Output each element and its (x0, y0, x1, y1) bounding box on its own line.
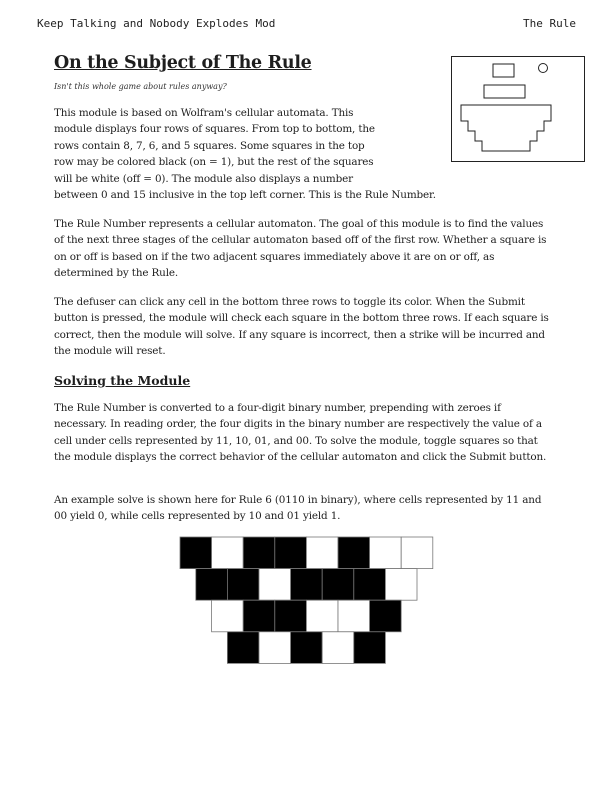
solving-paragraph: The Rule Number is converted to a four-digit binary number, prepending with zeroes if necessary. In reading order, the four digits in the binary number are respectively the value of a cell under cells represented by 11, 10, 01, and 00. To solve the module, toggle squares so that the module displays the correct behavior of the cellular automaton and click the Submit button. (54, 402, 547, 464)
example-paragraph: An example solve is shown here for Rule 6 (0110 in binary), where cells represented by 11 and 00 yield 0, while cells represented by 10 and 01 yield 1. (54, 494, 542, 523)
grid-cell-off (212, 537, 244, 569)
submit-button-shape (484, 85, 525, 98)
grid-cell-on (291, 632, 323, 664)
grid-cell-on (227, 632, 259, 664)
status-light-icon (539, 64, 548, 73)
grid-cell-off (306, 537, 338, 569)
rule-explanation-paragraph: The Rule Number represents a cellular automaton. The goal of this module is to find the values of the next three stages of the cellular automaton based off of the first row. Whether a square is on or off is based on if the two adjacent squares immediately above it are on or off, as determined by the Rule. (54, 218, 547, 280)
rule-number-display (493, 64, 514, 77)
running-header-left: Keep Talking and Nobody Explodes Mod (37, 17, 276, 30)
grid-cell-off (385, 569, 417, 601)
grid-cell-on (243, 537, 275, 569)
grid-cell-off (259, 632, 291, 664)
grid-cell-on (338, 537, 370, 569)
intro-line: module displays four rows of squares. From top to bottom, the (54, 123, 375, 136)
grid-cell-on (275, 600, 307, 632)
page-title: On the Subject of The Rule (54, 53, 312, 73)
running-header-right: The Rule (523, 17, 576, 30)
intro-paragraph (54, 105, 554, 203)
intro-line: between 0 and 15 inclusive in the top left corner. This is the Rule Number. (54, 189, 436, 202)
grid-cell-off (322, 632, 354, 664)
grid-cell-on (291, 569, 323, 601)
interaction-paragraph: The defuser can click any cell in the bottom three rows to toggle its color. When the Submit button is pressed, the module will check each square in the bottom three rows. If each square is correct, then the module will solve. If any square is incorrect, then a strike will be incurred and the module will reset. (54, 296, 549, 358)
flavor-text: Isn't this whole game about rules anyway? (54, 82, 227, 91)
grid-cell-on (227, 569, 259, 601)
intro-line: rows contain 8, 7, 6, and 5 squares. Some squares in the top (54, 139, 365, 152)
grid-cell-on (354, 632, 386, 664)
grid-cell-on (243, 600, 275, 632)
intro-line: will be white (off = 0). The module also displays a number (54, 172, 353, 185)
intro-line: This module is based on Wolfram's cellular automata. This (54, 107, 354, 119)
grid-cell-on (196, 569, 228, 601)
grid-cell-off (306, 600, 338, 632)
grid-cell-off (338, 600, 370, 632)
grid-cell-on (180, 537, 212, 569)
grid-cell-on (354, 569, 386, 601)
grid-cell-off (370, 537, 402, 569)
intro-line: row may be colored black (on = 1), but the rest of the squares (54, 156, 374, 169)
grid-cell-on (322, 569, 354, 601)
grid-cell-off (212, 600, 244, 632)
section-heading: Solving the Module (54, 373, 191, 388)
grid-cell-on (275, 537, 307, 569)
grid-cell-off (259, 569, 291, 601)
grid-cell-off (401, 537, 433, 569)
grid-cell-on (370, 600, 402, 632)
